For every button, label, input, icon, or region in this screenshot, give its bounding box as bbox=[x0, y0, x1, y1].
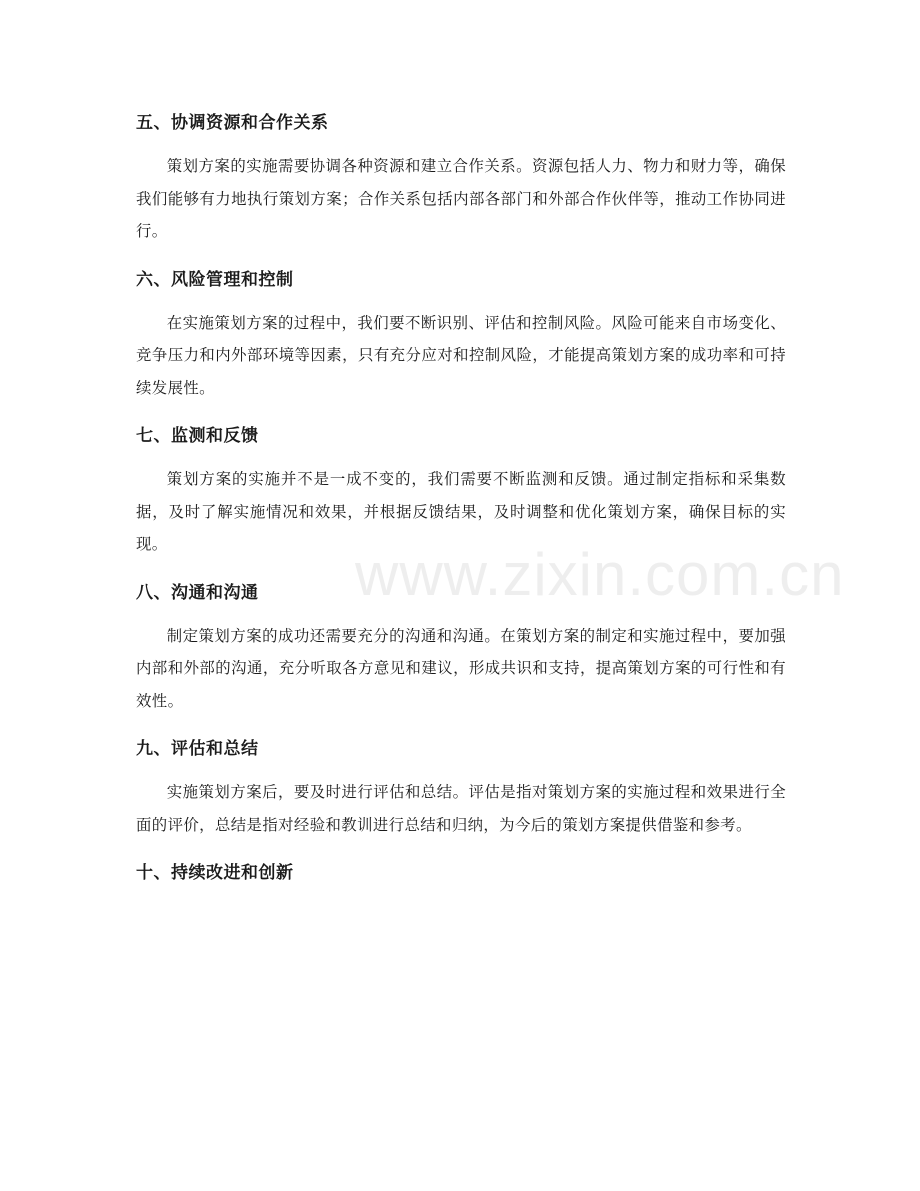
section-heading: 十、持续改进和创新 bbox=[136, 863, 294, 883]
document-body bbox=[136, 106, 786, 900]
section-heading: 五、协调资源和合作关系 bbox=[136, 113, 329, 133]
section-paragraph: 策划方案的实施并不是一成不变的，我们需要不断监测和反馈。通过制定指标和采集数据，及时了解实施情况和效果，并根据反馈结果，及时调整和优化策划方案，确保目标的实现。 bbox=[136, 470, 786, 553]
section-paragraph: 实施策划方案后，要及时进行评估和总结。评估是指对策划方案的实施过程和效果进行全面的评价，总结是指对经验和教训进行总结和归纳，为今后的策划方案提供借鉴和参考。 bbox=[136, 783, 786, 834]
watermark: www.zixin.com.cn bbox=[355, 541, 845, 608]
section-10 bbox=[136, 856, 786, 890]
section-heading: 六、风险管理和控制 bbox=[136, 269, 294, 290]
section-7 bbox=[136, 419, 786, 561]
section-5 bbox=[136, 106, 786, 248]
section-heading: 七、监测和反馈 bbox=[136, 426, 259, 446]
section-heading: 八、沟通和沟通 bbox=[136, 582, 259, 603]
section-paragraph: 在实施策划方案的过程中，我们要不断识别、评估和控制风险。风险可能来自市场变化、竞争压力和内外部环境等因素，只有充分应对和控制风险，才能提高策划方案的成功率和可持续发展性。 bbox=[136, 313, 786, 397]
section-paragraph: 制定策划方案的成功还需要充分的沟通和沟通。在策划方案的制定和实施过程中，要加强内部和外部的沟通，充分听取各方意见和建议，形成共识和支持，提高策划方案的可行性和有效性。 bbox=[136, 626, 786, 710]
section-heading: 九、评估和总结 bbox=[136, 739, 259, 759]
section-paragraph: 策划方案的实施需要协调各种资源和建立合作关系。资源包括人力、物力和财力等，确保我们能够有力地执行策划方案；合作关系包括内部各部门和外部合作伙伴等，推动工作协同进行。 bbox=[136, 157, 786, 240]
section-9 bbox=[136, 732, 786, 841]
section-6 bbox=[136, 263, 786, 405]
section-8 bbox=[136, 576, 786, 718]
